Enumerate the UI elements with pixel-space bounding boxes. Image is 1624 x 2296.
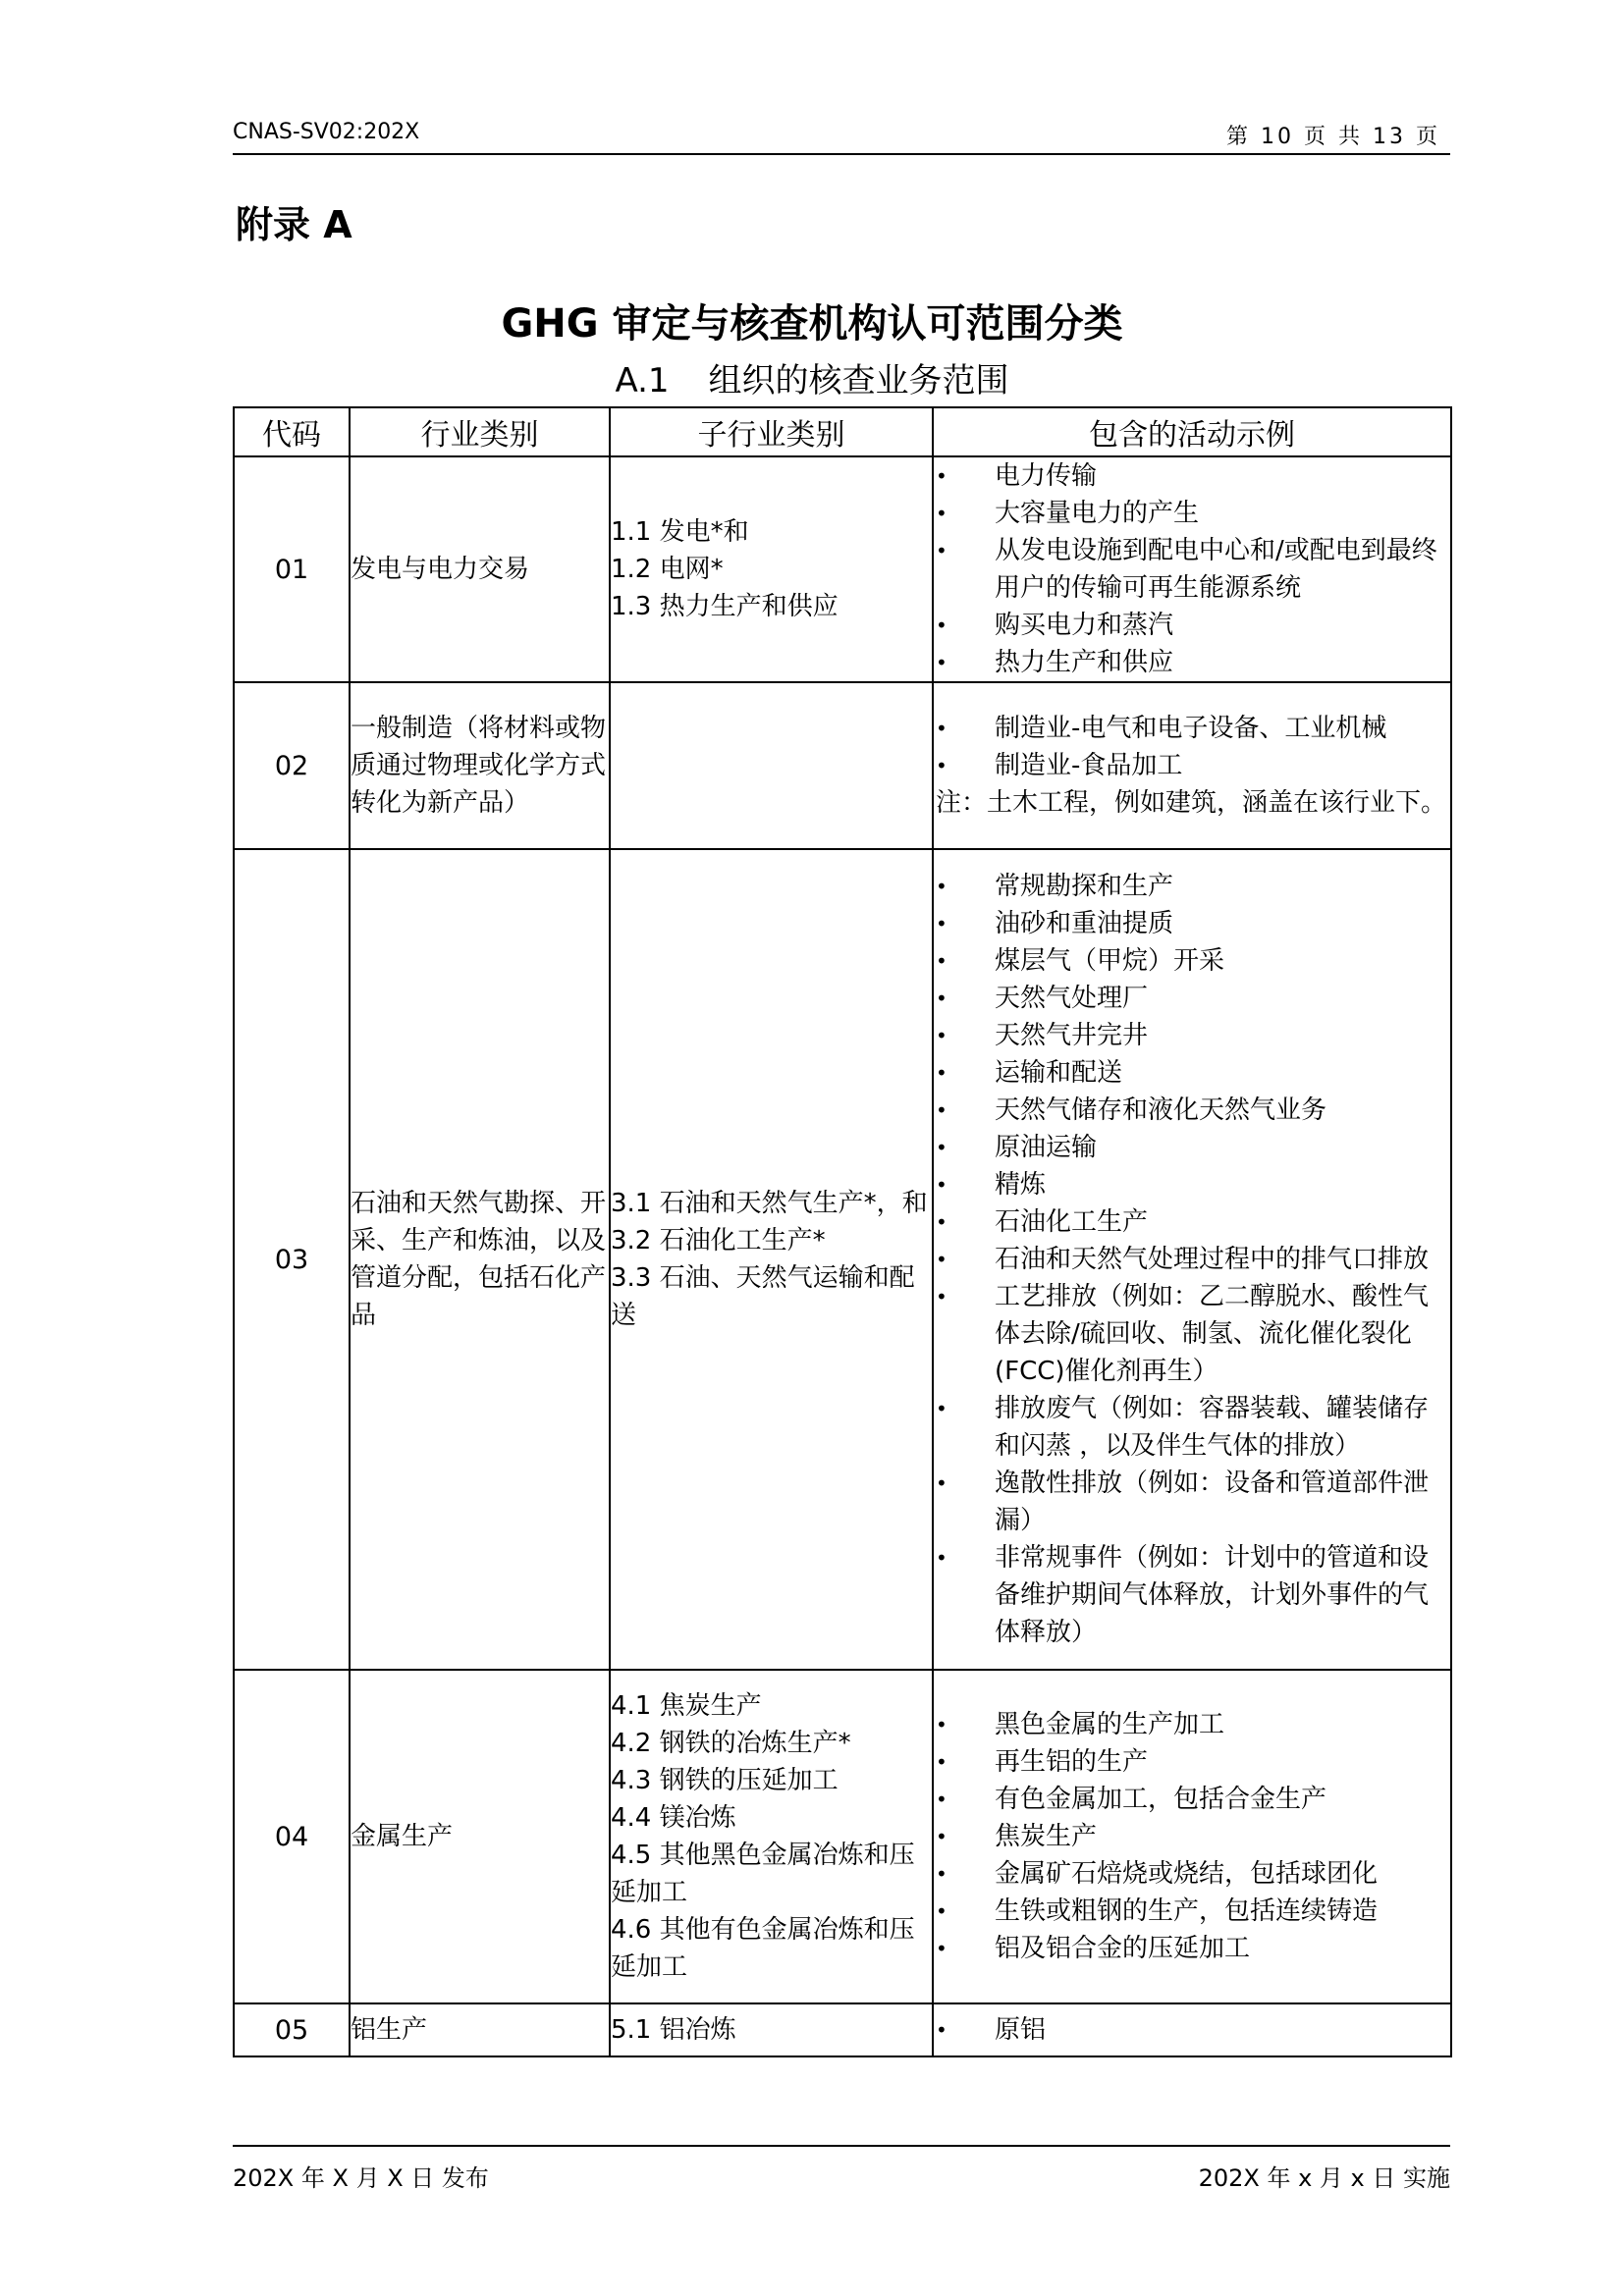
header-sub-industry: 子行业类别 bbox=[610, 407, 933, 456]
row-note: 注：土木工程，例如建筑，涵盖在该行业下。 bbox=[936, 788, 1447, 818]
sub-industry-item: 4.3 钢铁的压延加工 bbox=[611, 1766, 839, 1795]
table-row bbox=[234, 2003, 1451, 2056]
row-code: 02 bbox=[234, 682, 350, 849]
activity-item: • 制造业-电气和电子设备、工业机械 bbox=[934, 710, 1450, 747]
row-sub-industries bbox=[610, 849, 933, 1670]
activity-item: • 非常规事件（例如：计划中的管道和设备维护期间气体释放，计划外事件的气体释放） bbox=[934, 1539, 1450, 1651]
activity-item: • 油砂和重油提质 bbox=[934, 905, 1450, 942]
section-number: A.1 bbox=[615, 361, 670, 400]
activity-item: • 运输和配送 bbox=[934, 1054, 1450, 1092]
table-row bbox=[234, 682, 1451, 849]
table-row bbox=[234, 456, 1451, 682]
activity-item: • 铝及铝合金的压延加工 bbox=[934, 1930, 1450, 1967]
sub-industry-item: 3.1 石油和天然气生产*，和 bbox=[611, 1189, 928, 1218]
page-info: 第 10 页 共 13 页 bbox=[1226, 125, 1440, 149]
row-sub-industries bbox=[610, 682, 933, 849]
activity-item: • 金属矿石焙烧或烧结，包括球团化 bbox=[934, 1855, 1450, 1893]
activity-item: • 原铝 bbox=[934, 2011, 1450, 2049]
activity-item: • 焦炭生产 bbox=[934, 1818, 1450, 1855]
row-activities bbox=[933, 2003, 1451, 2056]
row-industry: 石油和天然气勘探、开采、生产和炼油，以及管道分配，包括石化产品 bbox=[350, 849, 610, 1670]
document-title: GHG 审定与核查机构认可范围分类 bbox=[501, 301, 1123, 347]
row-activities bbox=[933, 1670, 1451, 2003]
activity-item: • 热力生产和供应 bbox=[934, 644, 1450, 681]
table-header-row bbox=[234, 407, 1451, 456]
sub-industry-item: 4.6 其他有色金属冶炼和压延加工 bbox=[611, 1915, 915, 1982]
row-industry: 铝生产 bbox=[350, 2003, 610, 2056]
activity-item: • 石油化工生产 bbox=[934, 1203, 1450, 1241]
row-industry: 金属生产 bbox=[350, 1670, 610, 2003]
activity-item: • 电力传输 bbox=[934, 457, 1450, 495]
activity-item: • 天然气井完井 bbox=[934, 1017, 1450, 1054]
activity-item: • 石油和天然气处理过程中的排气口排放 bbox=[934, 1241, 1450, 1278]
activity-item: • 生铁或粗钢的生产，包括连续铸造 bbox=[934, 1893, 1450, 1930]
sub-industry-item: 1.1 发电*和 bbox=[611, 517, 749, 547]
activity-item: • 大容量电力的产生 bbox=[934, 495, 1450, 532]
activity-item: • 精炼 bbox=[934, 1166, 1450, 1203]
sub-industry-item: 4.4 镁冶炼 bbox=[611, 1803, 736, 1833]
activity-item: • 工艺排放（例如：乙二醇脱水、酸性气体去除/硫回收、制氢、流化催化裂化(FCC)催化剂再生） bbox=[934, 1278, 1450, 1390]
table-row bbox=[234, 1670, 1451, 2003]
row-industry: 发电与电力交易 bbox=[350, 456, 610, 682]
activity-item: • 有色金属加工，包括合金生产 bbox=[934, 1781, 1450, 1818]
row-code: 05 bbox=[234, 2003, 350, 2056]
activity-item: • 购买电力和蒸汽 bbox=[934, 607, 1450, 644]
sub-industry-item: 5.1 铝冶炼 bbox=[611, 2015, 736, 2045]
header-activities: 包含的活动示例 bbox=[933, 407, 1451, 456]
row-code: 03 bbox=[234, 849, 350, 1670]
sub-industry-item: 3.2 石油化工生产* bbox=[611, 1226, 826, 1255]
activity-item: • 从发电设施到配电中心和/或配电到最终用户的传输可再生能源系统 bbox=[934, 532, 1450, 607]
doc-code: CNAS-SV02:202X bbox=[233, 120, 420, 144]
header-code: 代码 bbox=[234, 407, 350, 456]
row-activities bbox=[933, 682, 1451, 849]
row-code: 01 bbox=[234, 456, 350, 682]
activity-item: • 天然气处理厂 bbox=[934, 980, 1450, 1017]
row-code: 04 bbox=[234, 1670, 350, 2003]
sub-industry-item: 3.3 石油、天然气运输和配送 bbox=[611, 1263, 915, 1330]
sub-industry-item: 4.2 钢铁的冶炼生产* bbox=[611, 1729, 851, 1758]
page-footer bbox=[233, 2145, 1450, 2192]
header-industry: 行业类别 bbox=[350, 407, 610, 456]
sub-industry-item: 4.5 其他黑色金属冶炼和压延加工 bbox=[611, 1841, 915, 1907]
row-activities bbox=[933, 849, 1451, 1670]
activity-item: • 煤层气（甲烷）开采 bbox=[934, 942, 1450, 980]
scope-table bbox=[233, 406, 1452, 2057]
activity-item: • 天然气储存和液化天然气业务 bbox=[934, 1092, 1450, 1129]
appendix-title: 附录 A bbox=[236, 203, 352, 246]
row-activities bbox=[933, 456, 1451, 682]
section-title: 组织的核查业务范围 bbox=[708, 361, 1009, 400]
sub-industry-item: 4.1 焦炭生产 bbox=[611, 1691, 762, 1721]
section-subtitle bbox=[0, 353, 1624, 401]
row-sub-industries bbox=[610, 1670, 933, 2003]
activity-item: • 再生铝的生产 bbox=[934, 1743, 1450, 1781]
activity-item: • 制造业-食品加工 bbox=[934, 747, 1450, 784]
row-industry: 一般制造（将材料或物质通过物理或化学方式转化为新产品） bbox=[350, 682, 610, 849]
row-sub-industries bbox=[610, 456, 933, 682]
page-header bbox=[233, 116, 1450, 155]
activity-item: • 原油运输 bbox=[934, 1129, 1450, 1166]
row-sub-industries bbox=[610, 2003, 933, 2056]
issue-date: 202X 年 X 月 X 日 发布 bbox=[233, 2164, 489, 2192]
effective-date: 202X 年 x 月 x 日 实施 bbox=[1198, 2164, 1450, 2192]
activity-item: • 排放废气（例如：容器装载、罐装储存和闪蒸 ，以及伴生气体的排放） bbox=[934, 1390, 1450, 1465]
sub-industry-item: 1.2 电网* bbox=[611, 555, 724, 584]
activity-item: • 逸散性排放（例如：设备和管道部件泄漏） bbox=[934, 1465, 1450, 1539]
activity-item: • 常规勘探和生产 bbox=[934, 868, 1450, 905]
activity-item: • 黑色金属的生产加工 bbox=[934, 1706, 1450, 1743]
sub-industry-item: 1.3 热力生产和供应 bbox=[611, 592, 839, 621]
table-row bbox=[234, 849, 1451, 1670]
